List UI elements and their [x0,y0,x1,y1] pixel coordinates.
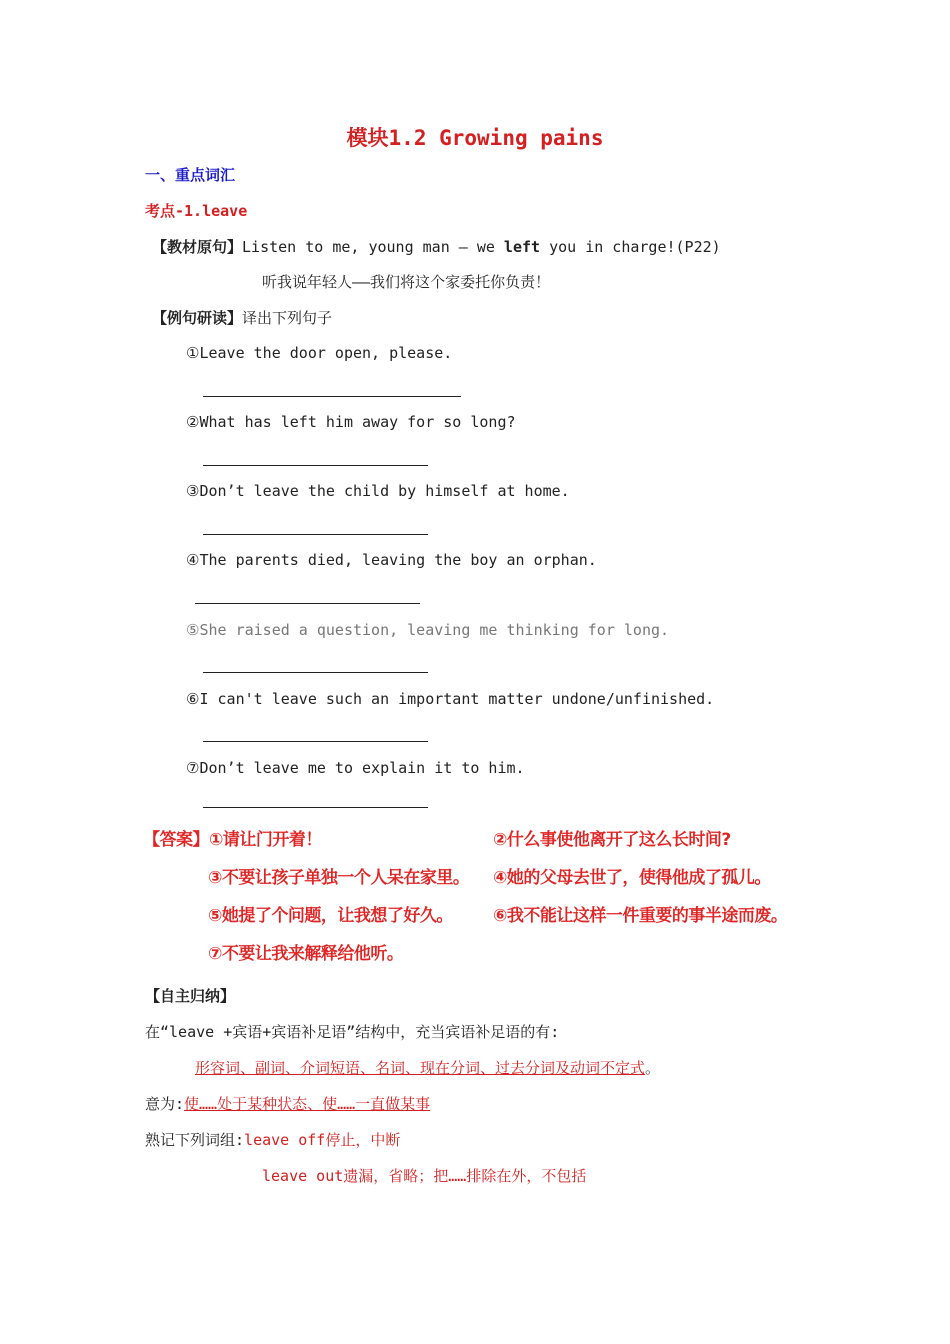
summary-complements-line [195,1057,660,1078]
summary-meaning: 使……处于某种状态、使……一直做某事 [184,1095,431,1113]
example-item-6: ⑥I can't leave such an important matter undone/unfinished. [186,690,715,708]
answer-blank-1 [203,396,461,397]
answer-2: ②什么事使他离开了这么长时间? [493,830,731,850]
example-item-2: ②What has left him away for so long? [186,413,516,431]
textbook-translation: 听我说年轻人——我们将这个家委托你负责！ [262,273,551,291]
textbook-sentence-bold: left [503,238,541,256]
summary-phrases-label: 熟记下列词组: [145,1131,245,1149]
summary-phrases-line [145,1129,400,1150]
example-item-4: ④The parents died, leaving the boy an orphan. [186,551,597,569]
examples-instruction: 译出下列句子 [242,309,333,327]
summary-structure: 在“leave +宾语+宾语补足语”结构中，充当宾语补足语的有: [145,1023,560,1041]
answer-blank-4 [195,603,420,604]
example-item-3: ③Don’t leave the child by himself at home. [186,482,570,500]
key-point-heading: 考点-1.leave [145,202,248,220]
textbook-sentence-pre: Listen to me, young man — we [242,238,504,256]
summary-phrase-2: leave out遗漏，省略；把……排除在外，不包括 [262,1167,587,1185]
summary-meaning-line [145,1093,430,1114]
textbook-sentence-post: you in charge!(P22) [540,238,721,256]
answer-5: ⑤她提了个问题，让我想了好久。 [208,906,453,926]
summary-label: 【自主归纳】 [145,987,236,1005]
example-item-1: ①Leave the door open, please. [186,344,453,362]
answer-blank-7 [203,807,428,808]
section-heading-vocabulary: 一、重点词汇 [145,166,236,184]
examples-heading [152,307,332,328]
example-item-7: ⑦Don’t leave me to explain it to him. [186,759,525,777]
answer-label: 【答案】 [143,830,209,850]
answer-blank-5 [203,672,428,673]
textbook-label: 【教材原句】 [152,238,243,256]
answer-blank-3 [203,534,428,535]
answer-blank-6 [203,741,428,742]
answer-6: ⑥我不能让这样一件重要的事半途而废。 [493,906,788,926]
example-item-5: ⑤She raised a question, leaving me thinking for long. [186,621,670,639]
answer-4: ④她的父母去世了，使得他成了孤儿。 [493,868,771,888]
summary-complements-end: 。 [645,1059,661,1077]
page-title: 模块1.2 Growing pains [346,126,604,150]
answer-3: ③不要让孩子单独一个人呆在家里。 [208,868,470,888]
answer-1: ①请让门开着！ [209,830,322,850]
summary-complements: 形容词、副词、介词短语、名词、现在分词、过去分词及动词不定式 [195,1059,646,1077]
answer-row-1-left [143,825,322,850]
textbook-sentence [152,236,721,257]
examples-label: 【例句研读】 [152,309,243,327]
summary-meaning-label: 意为: [145,1095,185,1113]
answer-7: ⑦不要让我来解释给他听。 [208,944,404,964]
summary-phrase-1: leave off停止，中断 [244,1131,401,1149]
answer-blank-2 [203,465,428,466]
